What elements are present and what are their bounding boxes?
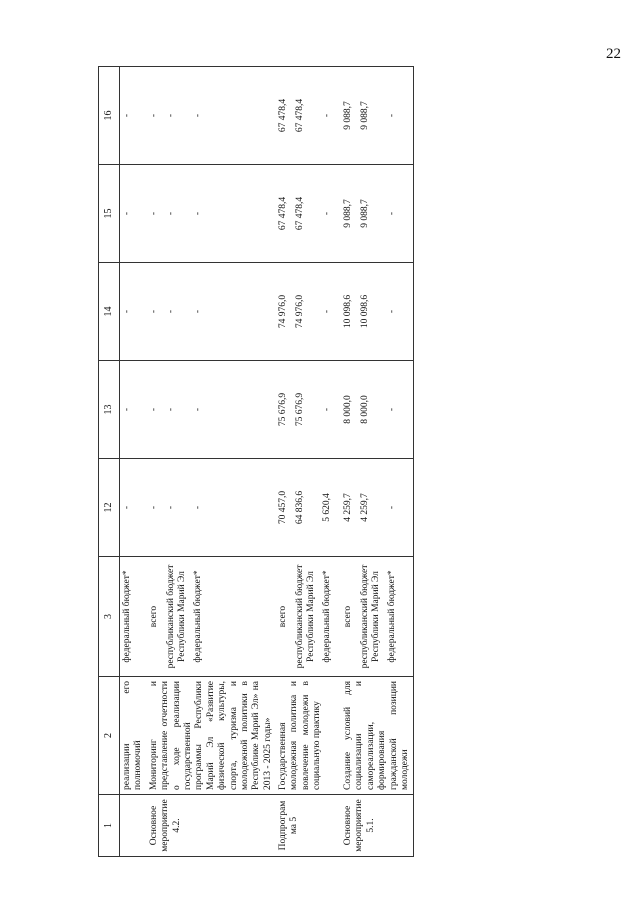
amount-value: - xyxy=(148,505,159,510)
column-header: 15 xyxy=(99,165,120,263)
amount-value: - xyxy=(148,113,159,118)
amount-value: - xyxy=(165,113,176,118)
amount-value: - xyxy=(387,505,398,510)
amount-value: 9 088,7 xyxy=(360,101,371,130)
amount-value: 8 000,0 xyxy=(360,395,371,424)
amount-value: - xyxy=(122,211,132,216)
amount-value: 64 836,6 xyxy=(295,490,306,525)
amount-cell-v13 xyxy=(120,361,147,459)
amount-value: - xyxy=(165,505,176,510)
amount-value: - xyxy=(122,407,132,412)
amount-value: 67 478,4 xyxy=(295,196,306,231)
funding-source: республиканский бюджет Республики Марий Эл xyxy=(165,564,188,669)
amount-cell-v14 xyxy=(120,263,147,361)
table-row xyxy=(120,67,147,857)
amount-cell-v13 xyxy=(147,361,276,459)
column-header: 1 xyxy=(99,795,120,857)
amount-value: 9 088,7 xyxy=(343,101,354,130)
amount-value: 9 088,7 xyxy=(360,199,371,228)
amount-value: - xyxy=(322,211,333,216)
amount-cell-v12 xyxy=(120,459,147,557)
funding-source: всего xyxy=(148,605,159,628)
amount-cell-v16 xyxy=(147,67,276,165)
amount-value: - xyxy=(192,407,203,412)
amount-value: 67 478,4 xyxy=(295,98,306,133)
column-header: 12 xyxy=(99,459,120,557)
item-code-cell xyxy=(120,795,147,857)
funding-source-cell xyxy=(276,557,341,677)
funding-source: республиканский бюджет Республики Марий Эл xyxy=(295,564,317,669)
amount-value: - xyxy=(122,505,132,510)
amount-cell-v14 xyxy=(341,263,414,361)
amount-value: 10 098,6 xyxy=(360,294,371,329)
amount-cell-v12 xyxy=(147,459,276,557)
funding-source-cell xyxy=(341,557,414,677)
amount-value: 8 000,0 xyxy=(343,395,354,424)
amount-value: 67 478,4 xyxy=(278,196,289,231)
amount-value: - xyxy=(387,211,398,216)
amount-value: - xyxy=(165,211,176,216)
amount-cell-v13 xyxy=(276,361,341,459)
item-description-cell: Создание условий для социализации и самореализации, формирования гражданской позиции молодежи xyxy=(341,677,414,795)
amount-value: 74 976,0 xyxy=(295,294,306,329)
amount-cell-v13 xyxy=(341,361,414,459)
amount-cell-v12 xyxy=(341,459,414,557)
amount-value: - xyxy=(322,113,333,118)
table-row xyxy=(276,67,341,857)
item-code-cell: Основное мероприятие 4.2. xyxy=(147,795,276,857)
funding-source: федеральный бюджет* xyxy=(321,570,332,663)
amount-value: 5 620,4 xyxy=(322,493,333,522)
amount-value: - xyxy=(148,211,159,216)
table-row xyxy=(341,67,414,857)
amount-value: - xyxy=(165,407,176,412)
amount-value: 75 676,9 xyxy=(295,392,306,427)
funding-source-cell xyxy=(120,557,147,677)
amount-cell-v15 xyxy=(120,165,147,263)
amount-value: - xyxy=(165,309,176,314)
funding-source: всего xyxy=(278,605,289,628)
header-row xyxy=(99,67,120,857)
budget-table xyxy=(98,66,414,857)
amount-value: - xyxy=(148,309,159,314)
amount-value: - xyxy=(148,407,159,412)
amount-value: 70 457,0 xyxy=(278,490,289,525)
column-header: 3 xyxy=(99,557,120,677)
column-header: 13 xyxy=(99,361,120,459)
amount-value: - xyxy=(322,309,333,314)
funding-source-cell xyxy=(147,557,276,677)
amount-value: - xyxy=(387,113,398,118)
amount-value: 67 478,4 xyxy=(278,98,289,133)
item-description-cell: Государственная молодежная политика и вовлечение молодежи в социальную практику xyxy=(276,677,341,795)
amount-cell-v16 xyxy=(276,67,341,165)
amount-value: 75 676,9 xyxy=(278,392,289,427)
item-code-cell: Основное мероприятие 5.1. xyxy=(341,795,414,857)
item-code-cell: Подпрограмма 5 xyxy=(276,795,341,857)
amount-cell-v14 xyxy=(276,263,341,361)
funding-source: федеральный бюджет* xyxy=(192,570,203,663)
rotated-table-wrapper xyxy=(98,67,624,857)
column-header: 16 xyxy=(99,67,120,165)
amount-value: - xyxy=(122,113,132,118)
amount-cell-v14 xyxy=(147,263,276,361)
column-header: 2 xyxy=(99,677,120,795)
amount-cell-v16 xyxy=(341,67,414,165)
amount-value: 4 259,7 xyxy=(360,493,371,522)
amount-value: - xyxy=(192,505,203,510)
item-description-cell: Мониторинг и представление отчетности о ходе реализации государственной программы Республики Марий Эл «Развитие физической культуры, спорта, туризма и молодежной политики в Республике Марий Эл» на 2013 - 2025 годы» xyxy=(147,677,276,795)
amount-cell-v16 xyxy=(120,67,147,165)
amount-value: - xyxy=(122,309,132,314)
amount-value: - xyxy=(192,211,203,216)
amount-cell-v12 xyxy=(276,459,341,557)
item-description-cell: реализации его полномочий xyxy=(120,677,147,795)
funding-source: всего xyxy=(343,605,354,628)
amount-cell-v15 xyxy=(341,165,414,263)
column-header: 14 xyxy=(99,263,120,361)
funding-source: республиканский бюджет Республики Марий Эл xyxy=(360,564,382,669)
amount-cell-v15 xyxy=(276,165,341,263)
amount-value: - xyxy=(387,407,398,412)
amount-value: - xyxy=(387,309,398,314)
funding-source: федеральный бюджет* xyxy=(386,570,397,663)
amount-value: 74 976,0 xyxy=(278,294,289,329)
amount-cell-v15 xyxy=(147,165,276,263)
amount-value: - xyxy=(192,309,203,314)
page-number: 22 xyxy=(606,46,621,62)
amount-value: 10 098,6 xyxy=(343,294,354,329)
table-row xyxy=(147,67,276,857)
amount-value: - xyxy=(322,407,333,412)
amount-value: - xyxy=(192,113,203,118)
funding-source: федеральный бюджет* xyxy=(122,570,132,663)
amount-value: 4 259,7 xyxy=(343,493,354,522)
amount-value: 9 088,7 xyxy=(343,199,354,228)
